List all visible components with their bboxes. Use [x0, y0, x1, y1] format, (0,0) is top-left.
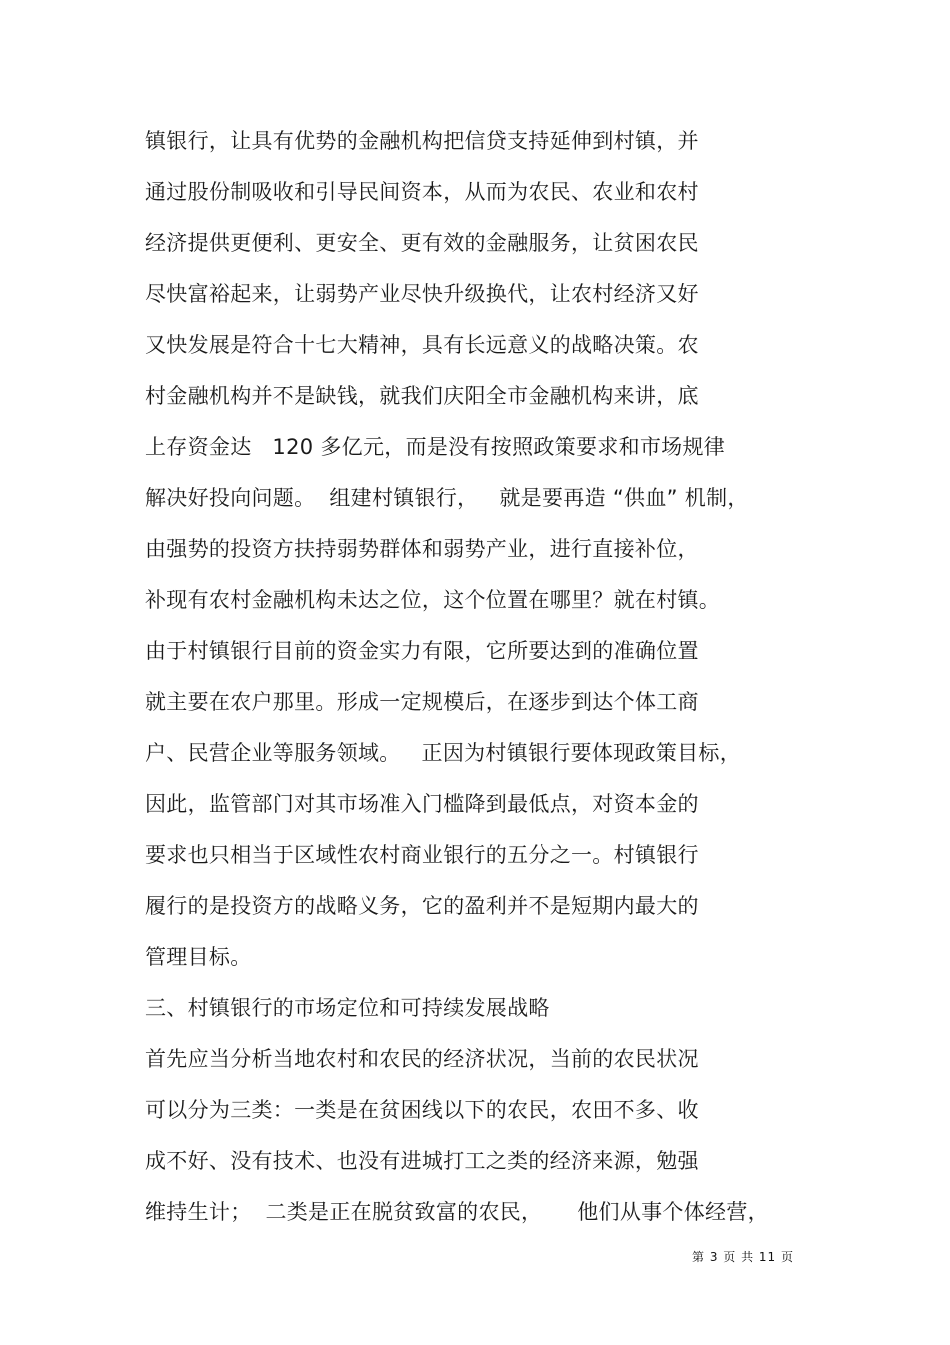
text-line: 尽快富裕起来，让弱势产业尽快升级换代，让农村经济又好	[145, 282, 699, 306]
text-line: 通过股份制吸收和引导民间资本，从而为农民、农业和农村	[145, 180, 699, 204]
page-number-footer: 第 3 页 共 11 页	[692, 1250, 794, 1264]
text-line: 可以分为三类：一类是在贫困线以下的农民，农田不多、收	[145, 1098, 699, 1122]
text-line: 由于村镇银行目前的资金实力有限，它所要达到的准确位置	[145, 639, 699, 663]
text-line: 就主要在农户那里。形成一定规模后，在逐步到达个体工商	[145, 690, 699, 714]
section-heading: 三、村镇银行的市场定位和可持续发展战略	[145, 996, 550, 1020]
text-line: 镇银行，让具有优势的金融机构把信贷支持延伸到村镇，并	[145, 129, 699, 153]
text-line: 要求也只相当于区域性农村商业银行的五分之一。村镇银行	[145, 843, 699, 867]
text-line: 经济提供更便利、更安全、更有效的金融服务，让贫困农民	[145, 231, 699, 255]
text-line: 村金融机构并不是缺钱，就我们庆阳全市金融机构来讲，底	[145, 384, 699, 408]
text-line: 因此，监管部门对其市场准入门槛降到最低点，对资本金的	[145, 792, 699, 816]
text-line: 又快发展是符合十七大精神，具有长远意义的战略决策。农	[145, 333, 699, 357]
text-line: 维持生计； 二类是正在脱贫致富的农民， 他们从事个体经营，	[145, 1200, 769, 1224]
text-line: 首先应当分析当地农村和农民的经济状况，当前的农民状况	[145, 1047, 699, 1071]
body-text	[145, 118, 825, 1240]
text-line: 补现有农村金融机构未达之位，这个位置在哪里？就在村镇。	[145, 588, 721, 612]
text-line: 户、民营企业等服务领域。 正因为村镇银行要体现政策目标，	[145, 741, 742, 765]
text-line: 管理目标。	[145, 945, 252, 969]
text-line: 由强势的投资方扶持弱势群体和弱势产业，进行直接补位，	[145, 537, 699, 561]
text-line: 成不好、没有技术、也没有进城打工之类的经济来源，勉强	[145, 1149, 699, 1173]
text-line: 上存资金达 120 多亿元，而是没有按照政策要求和市场规律	[145, 435, 726, 459]
text-line: 履行的是投资方的战略义务，它的盈利并不是短期内最大的	[145, 894, 699, 918]
text-line: 解决好投向问题。 组建村镇银行， 就是要再造 “供血” 机制，	[145, 486, 749, 510]
